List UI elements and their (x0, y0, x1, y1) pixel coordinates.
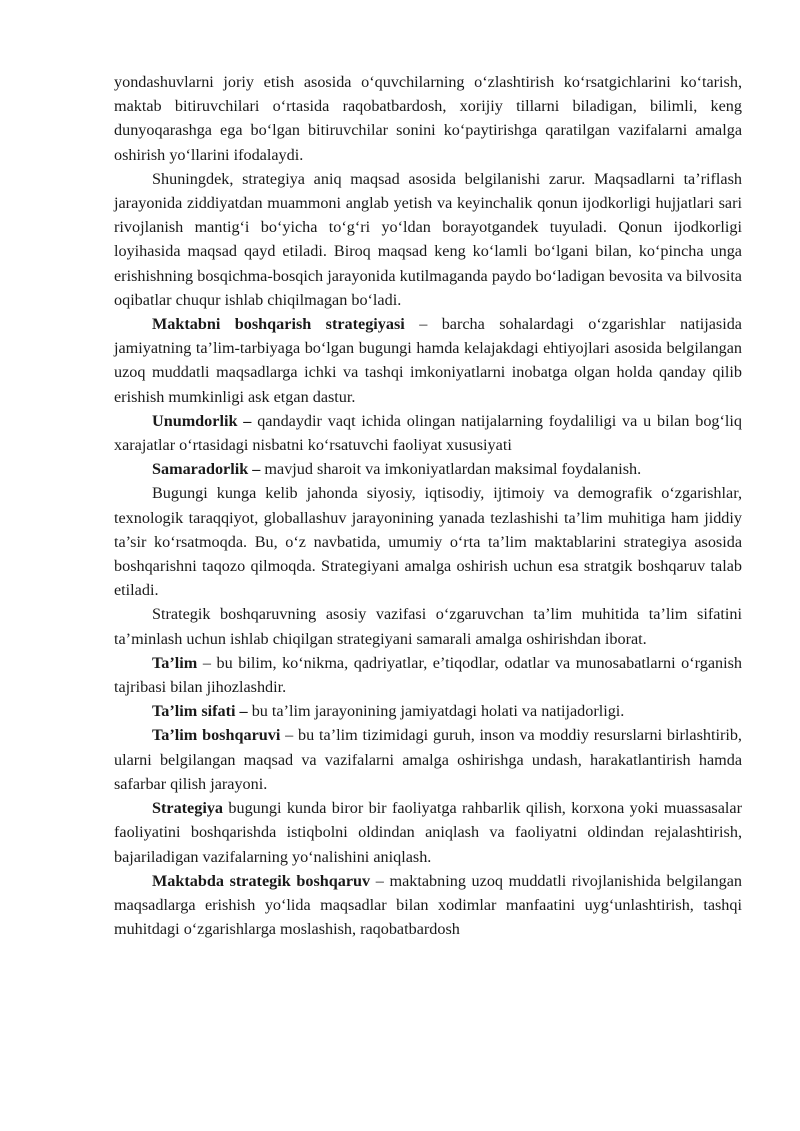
definition-text: qandaydir vaqt ichida olingan natijalarning foydaliligi va u bilan bog‘liq xarajatlar o‘rtasidagi nisbatni ko‘rsatuvchi faoliyat xususiyati (114, 411, 742, 455)
definition-text: mavjud sharoit va imkoniyatlardan maksimal foydalanish. (260, 460, 642, 479)
paragraph-text: Bugungi kunga kelib jahonda siyosiy, iqtisodiy, ijtimoiy va demografik o‘zgarishlar, texnologik taraqqiyot, globallashuv jarayonining yanada tezlashishi ta’lim muhitiga ham jiddiy ta’sir ko‘rsatmoqda. Bu, o‘z navbatida, umumiy o‘rta ta’lim maktablarini strategiya asosida boshqarishni taqozo qilmoqda. Strategiyani amalga oshirish uchun esa stratgik boshqaruv talab etiladi. (114, 484, 742, 600)
paragraph-definition-education (114, 651, 742, 699)
defined-term: Unumdorlik – (152, 411, 252, 430)
paragraph-text: Strategik boshqaruvning asosiy vazifasi o‘zgaruvchan ta’lim muhitida ta’lim sifatini ta’minlash uchun ishlab chiqilgan strategiyani samarali amalga oshirishdan iborat. (114, 605, 742, 648)
definition-text: – bu bilim, ko‘nikma, qadriyatlar, e’tiqodlar, odatlar va munosabatlarni o‘rganish tajribasi bilan jihozlashdir. (114, 653, 742, 697)
defined-term: Strategiya (152, 799, 224, 818)
definition-text: – maktabning uzoq muddatli rivojlanishida belgilangan maqsadlarga erishish yo‘lida maqsadlar bilan xodimlar manfaatini uyg‘unlashtirish, tashqi muhitdagi o‘zgarishlarga moslashish, raqobatbardosh (114, 871, 742, 939)
paragraph-text: Shuningdek, strategiya aniq maqsad asosida belgilanishi zarur. Maqsadlarni ta’riflash jarayonida ziddiyatdan muammoni anglab yetish va keyinchalik qonun ijodkorligi hujjatlari sari rivojlanish mantig‘i bo‘yicha to‘g‘ri yo‘ldan borayotgandek tuyuladi. Qonun ijodkorligi loyihasida maqsad qayd etiladi. Biroq maqsad keng ko‘lamli bo‘lgani bilan, ko‘pincha unga erishishning bosqichma-bosqich jarayonida kutilmaganda paydo bo‘ladigan bevosita va bilvosita oqibatlar chuqur ishlab chiqilmagan bo‘ladi. (114, 169, 742, 309)
definition-text: bu ta’lim jarayonining jamiyatdagi holati va natijadorligi. (247, 702, 625, 721)
document-page (114, 70, 742, 941)
defined-term: Maktabda strategik boshqaruv (152, 871, 371, 890)
paragraph-strategic-management-task (114, 602, 742, 650)
paragraph-definition-education-quality (114, 699, 742, 723)
defined-term: Samaradorlik – (152, 460, 261, 479)
paragraph-text: yondashuvlarni joriy etish asosida o‘quvchilarning o‘zlashtirish ko‘rsatgichlarini ko‘tarish, maktab bitiruvchilari o‘rtasida raqobatbardosh, xorijiy tillarni biladigan, bilimli, keng dunyoqarashga ega bo‘lgan bitiruvchilar sonini ko‘paytirishga qaratilgan vazifalarni amalga oshirish yo‘llarini ifodalaydi. (114, 73, 742, 164)
paragraph-definition-school-management-strategy (114, 312, 742, 409)
defined-term: Ta’lim sifati – (152, 702, 248, 721)
definition-text: – barcha sohalardagi o‘zgarishlar natijasida jamiyatning ta’lim-tarbiyaga bo‘lgan bugungi hamda kelajakdagi ehtiyojlari asosida belgilangan uzoq muddatli maqsadlarga ichki va tashqi imkoniyatlarni inobatga olgan holda qanday qilib erishish mumkinligi ask etgan dastur. (114, 315, 742, 406)
paragraph-definition-strategy (114, 796, 742, 869)
defined-term: Ta’lim (152, 653, 198, 672)
definition-text: – bu ta’lim tizimidagi guruh, inson va moddiy resurslarni birlashtirib, ularni belgilangan maqsad va vazifalarni amalga oshirishga undash, harakatlantirish hamda safarbar qilish jarayoni. (114, 726, 742, 793)
paragraph-definition-efficiency (114, 457, 742, 481)
paragraph-definition-productivity (114, 409, 742, 457)
paragraph-strategy-goal (114, 167, 742, 312)
paragraph-definition-school-strategic-management (114, 869, 742, 942)
defined-term: Ta’lim boshqaruvi (152, 726, 281, 745)
paragraph-global-changes (114, 481, 742, 602)
definition-text: bugungi kunda biror bir faoliyatga rahbarlik qilish, korxona yoki muassasalar faoliyatini boshqarishda istiqbolni oldindan aniqlash va faoliyatni oldindan rejalashtirish, bajariladigan vazifalarning yo‘nalishini aniqlash. (114, 799, 742, 866)
defined-term: Maktabni boshqarish strategiyasi (152, 315, 405, 334)
paragraph-intro-continuation (114, 70, 742, 167)
paragraph-definition-education-management (114, 723, 742, 796)
